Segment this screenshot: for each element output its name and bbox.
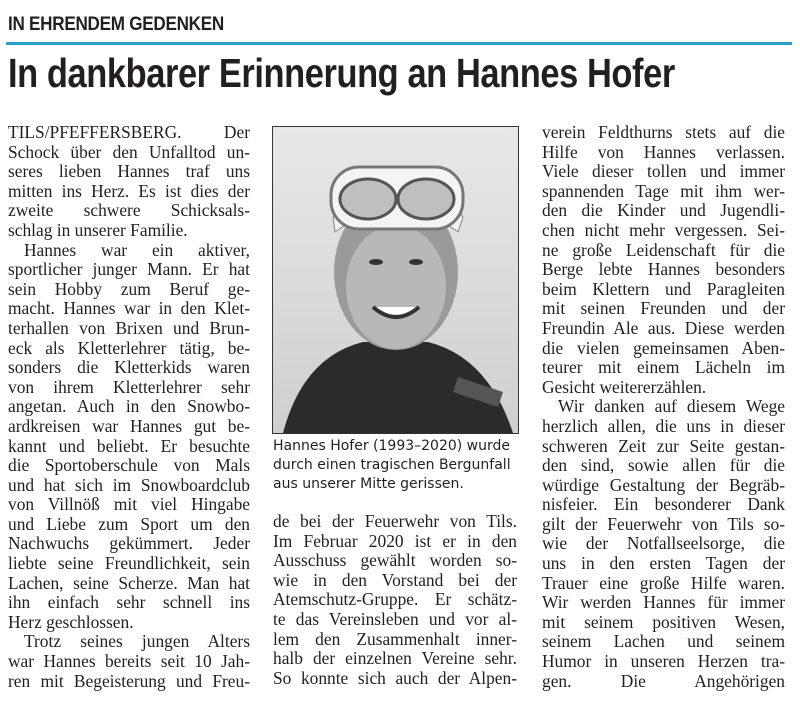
text-line: schweren Zeit zur Seite gestan- [542,436,785,456]
text-line: würdige Gestaltung der Begräb- [542,475,785,495]
text-line: Im Februar 2020 ist er in den [273,531,517,551]
text-line: Lachen, seine Scherze. Man hat [8,573,250,593]
text-line: wie der Notfallseelsorge, die [542,534,785,554]
text-line: Wir werden Hannes für immer [542,593,785,613]
text-line: liebte seine Freundlichkeit, sein [8,554,250,574]
text-line: chen nicht mehr vergessen. Sei- [542,220,785,240]
text-line: Hilfe von Hannes verlassen. [542,142,785,162]
text-line: schlag in unserer Familie. [8,220,188,240]
text-line: gen. Die Angehörigen [542,671,785,691]
text-line: uns in den ersten Tagen der [542,554,785,574]
text-line: von Villnöß mit viel Hingabe [8,495,250,515]
article-column-2 [273,512,517,688]
text-line: Freundin Ale aus. Diese werden [542,318,785,338]
text-line: kannt und beliebt. Er besuchte [8,436,250,456]
text-line: Trotz seines jungen Alters [24,632,250,652]
text-line: TILS/PFEFFERSBERG. Der [8,123,250,142]
text-line: Viele dieser tollen und immer [542,162,785,182]
text-line: seinem Lachen und seinem [542,632,785,652]
text-line: ardkreisen war Hannes gut be- [8,416,250,436]
text-line: de bei der Feuerwehr von Tils. [273,512,517,531]
text-line: te das Vereinsleben und vor al- [273,609,517,629]
text-line: terhallen von Brixen und Brun- [8,318,250,338]
text-line: mit seinem positiven Wesen, [542,612,785,632]
text-line: ren mit Begeisterung und Freu- [8,671,250,691]
article-column-3 [542,123,785,691]
text-line: gilt der Feuerwehr von Tils so- [542,514,785,534]
text-line: wie in den Vorstand bei der [273,570,517,590]
text-line: seres lieben Hannes traf uns [8,162,250,182]
article-headline: In dankbarer Erinnerung an Hannes Hofer [8,50,675,96]
text-line: mitten ins Herz. Es ist dies der [8,181,250,201]
portrait-photo [272,126,519,434]
text-line: lem den Zusammenhalt inner- [273,629,517,649]
text-line: verein Feldthurns stets auf die [542,123,785,142]
text-line: spannenden Tage mit ihm wer- [542,181,785,201]
text-line: macht. Hannes war in den Klet- [8,299,250,319]
article-column-1 [8,123,250,691]
section-kicker: IN EHRENDEM GEDENKEN [8,14,224,35]
text-line: Schock über den Unfalltod un- [8,142,250,162]
photo-caption: Hannes Hofer (1993–2020) wurde durch einen tragischen Bergunfall aus unserer Mitte gerissen. [273,438,511,492]
text-line: Humor in unseren Herzen tra- [542,652,785,672]
section-rule [6,42,792,45]
text-line: Atemschutz-Gruppe. Er schätz- [273,590,517,610]
text-line: Herz geschlossen. [8,612,134,632]
text-line: Gesicht weitererzählen. [542,377,707,397]
portrait-icon [273,127,518,433]
text-line: angetan. Auch in den Snowbo- [8,397,250,417]
text-line: herzlich allen, die uns in dieser [542,416,785,436]
text-line: und hat sich im Snowboardclub [8,475,250,495]
text-line: So konnte sich auch der Alpen- [273,668,517,688]
text-line: sportlicher junger Mann. Er hat [8,260,250,280]
text-line: Nachwuchs gekümmert. Jeder [8,534,250,554]
text-line: eck als Kletterlehrer tätig, be- [8,338,250,358]
text-line: ihn einfach sehr schnell ins [8,593,250,613]
text-line: Wir danken auf diesem Wege [558,397,785,417]
text-line: teurer mit einem Lächeln im [542,358,785,378]
text-line: Trauer eine große Hilfe waren. [542,573,785,593]
text-line: Ausschuss gewählt worden so- [273,551,517,571]
text-line: sonders die Kletterkids waren [8,358,250,378]
text-line: Hannes war ein aktiver, [24,240,250,260]
text-line: ne große Leidenschaft für die [542,240,785,260]
text-line: zweite schwere Schicksals- [8,201,250,221]
text-line: nisfeier. Ein besonderer Dank [542,495,785,515]
text-line: beim Klettern und Paragleiten [542,279,785,299]
text-line: halb der einzelnen Vereine sehr. [273,649,517,669]
text-line: mit seinen Freunden und der [542,299,785,319]
text-line: von ihrem Kletterlehrer sehr [8,377,250,397]
text-line: Berge lebte Hannes besonders [542,260,785,280]
text-line: den sind, sowie allen für die [542,456,785,476]
text-line: die vielen gemeinsamen Aben- [542,338,785,358]
text-line: die Sportoberschule von Mals [8,456,250,476]
text-line: war Hannes bereits seit 10 Jah- [8,652,250,672]
text-line: sein Hobby zum Beruf ge- [8,279,250,299]
text-line: und Liebe zum Sport um den [8,514,250,534]
text-line: den die Kinder und Jugendli- [542,201,785,221]
